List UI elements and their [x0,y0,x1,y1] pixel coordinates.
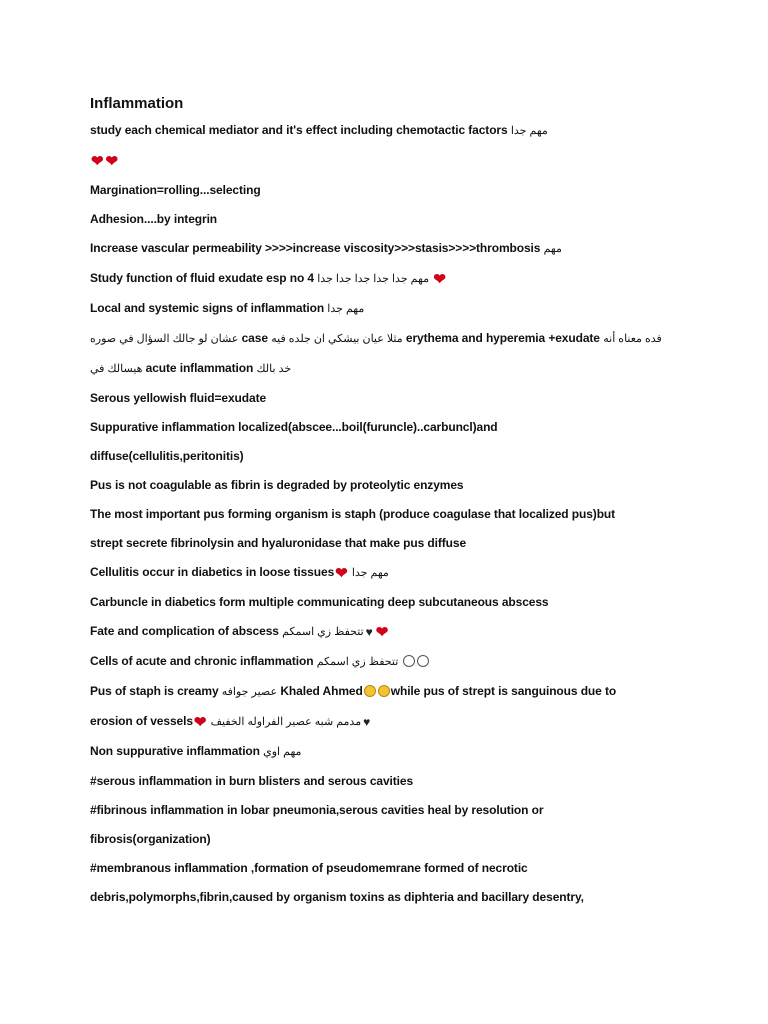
note-line: Serous yellowish fluid=exudate [90,391,267,405]
note-line [90,622,750,641]
note-line: strept secrete fibrinolysin and hyaluronidase that make pus diffuse [90,536,467,550]
black-heart-icon: ♥ [365,625,373,639]
note-text: Cells of acute and chronic inflammation [90,654,314,668]
note-text: Local and systemic signs of inflammation [90,301,325,315]
note-text: erythema and hyperemia +exudate [405,331,600,345]
arabic-note: عصير جوافه [221,686,278,698]
sad-face-icon [403,655,415,667]
note-line: The most important pus forming organism is staph (produce coagulase that localized pus)but [90,507,616,521]
note-line: #membranous inflammation ,formation of pseudomemrane formed of necrotic [90,861,528,875]
hearts-line [90,151,750,169]
note-text: case [241,331,268,345]
note-line [90,682,750,701]
note-line [90,563,750,582]
heart-icon: ❤ [91,153,104,170]
note-text: erosion of vessels [90,714,193,728]
arabic-note: مهم جدا [510,125,548,137]
note-line [90,269,750,288]
note-line: debris,polymorphs,fibrin,caused by organism toxins as diphteria and bacillary desentry, [90,890,584,904]
smiley-icon [364,685,376,697]
document-title: Inflammation [90,95,184,112]
arabic-note: عشان لو جالك السؤال في صوره [90,333,239,345]
arabic-note: خد بالك [256,363,292,375]
arabic-note: مدمم شبه عصير الفراوله الخفيف [210,716,362,728]
heart-icon: ❤ [105,153,118,170]
note-text: Pus of staph is creamy [90,684,219,698]
arabic-note: تتحفظ زي اسمكم [316,656,399,668]
note-line [90,121,750,140]
heart-icon: ❤ [335,565,348,582]
note-line [90,359,750,378]
arabic-note: تتحفظ زي اسمكم [282,626,364,638]
note-line [90,652,750,671]
note-text: study each chemical mediator and it's effect including chemotactic factors [90,123,508,137]
note-line: Suppurative inflammation localized(abscee...boil(furuncle)..carbuncl)and [90,420,498,434]
note-line: fibrosis(organization) [90,832,211,846]
document-page [90,92,750,906]
sad-face-icon [417,655,429,667]
note-text: acute inflammation [145,361,254,375]
note-line: Margination=rolling...selecting [90,183,261,197]
arabic-note: مهم جدا [327,303,365,315]
heart-icon: ❤ [433,271,446,288]
note-text: Increase vascular permeability >>>>increase viscosity>>>stasis>>>>thrombosis [90,241,541,255]
author-name: Khaled Ahmed [280,684,363,698]
arabic-note: مهم جدا جدا جدا جدا جدا [317,273,429,285]
note-line: Adhesion....by integrin [90,212,218,226]
smiley-icon [378,685,390,697]
heart-icon: ❤ [193,714,207,731]
arabic-note: مهم جدا [351,567,389,579]
note-text: while pus of strept is sanguinous due to [390,684,617,698]
black-heart-icon: ♥ [363,715,371,729]
arabic-note: مهم اوي [263,746,302,758]
heart-icon: ❤ [375,624,389,641]
note-line [90,712,750,731]
arabic-note: مهم [543,243,562,255]
note-line [90,742,750,761]
note-text: Fate and complication of abscess [90,624,279,638]
arabic-note: هيسالك في [90,363,143,375]
note-line: Carbuncle in diabetics form multiple communicating deep subcutaneous abscess [90,595,549,609]
arabic-note: فده معناه أنه [603,333,662,345]
arabic-note: مثلا عيان بيشكي ان جلده فيه [271,333,403,345]
note-text: Study function of fluid exudate esp no 4 [90,271,315,285]
note-line: #fibrinous inflammation in lobar pneumonia,serous cavities heal by resolution or [90,803,544,817]
note-line: Pus is not coagulable as fibrin is degraded by proteolytic enzymes [90,478,464,492]
note-text: Cellulitis occur in diabetics in loose tissues [90,565,335,579]
note-line: #serous inflammation in burn blisters and serous cavities [90,774,414,788]
note-line [90,299,750,318]
note-line [90,329,750,348]
note-line [90,239,750,258]
note-text: Non suppurative inflammation [90,744,260,758]
note-line: diffuse(cellulitis,peritonitis) [90,449,244,463]
